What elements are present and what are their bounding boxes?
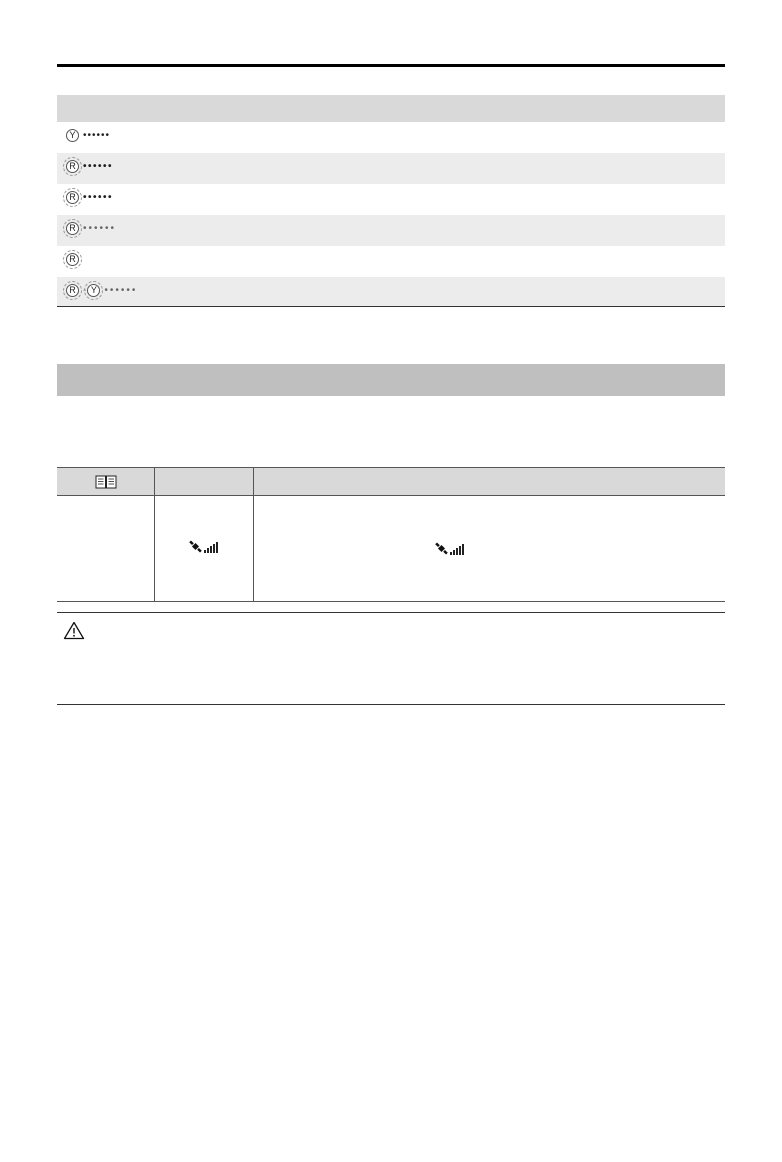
fast-blink-dots: •••••• bbox=[83, 160, 114, 172]
led-row-6 bbox=[57, 277, 725, 306]
led-yellow-blinking-icon: Y bbox=[87, 284, 100, 297]
status-table-cell-3 bbox=[254, 496, 726, 602]
status-table-cell-1 bbox=[57, 496, 155, 602]
led-yellow-icon: Y bbox=[66, 129, 79, 142]
satellite-signal-icon bbox=[435, 542, 465, 555]
status-table-header-cell-2 bbox=[155, 468, 254, 496]
led-row-3 bbox=[57, 184, 725, 215]
warning-triangle-icon bbox=[63, 621, 85, 640]
led-row-1 bbox=[57, 122, 725, 153]
slow-blink-dots: •••••• bbox=[83, 129, 111, 141]
section-heading-bar bbox=[57, 364, 725, 396]
warning-bottom-rule bbox=[57, 704, 725, 705]
signal-bars-icon bbox=[204, 542, 219, 553]
led-red-blinking-icon: R bbox=[66, 284, 79, 297]
alternate-blink-dots: •••••• bbox=[104, 284, 138, 296]
blink-dots: •••••• bbox=[83, 222, 117, 234]
led-red-solid-icon: R bbox=[66, 253, 79, 266]
status-table-header-row bbox=[57, 468, 725, 496]
led-red-blinking-icon: R bbox=[66, 160, 79, 173]
led-red-blinking-icon: R bbox=[66, 222, 79, 235]
led-table-bottom-rule bbox=[57, 306, 725, 307]
status-table-header-icon-cell bbox=[57, 468, 155, 496]
top-rule bbox=[57, 64, 725, 67]
satellite-icon bbox=[189, 540, 202, 553]
satellite-icon bbox=[435, 542, 448, 555]
fast-blink-dots: •••••• bbox=[83, 191, 114, 203]
warning-top-rule bbox=[57, 612, 725, 613]
satellite-signal-icon bbox=[189, 540, 219, 553]
led-row-5 bbox=[57, 246, 725, 277]
status-table bbox=[57, 467, 725, 602]
led-row-2 bbox=[57, 153, 725, 184]
status-table-cell-2 bbox=[155, 496, 254, 602]
status-table-row bbox=[57, 496, 725, 602]
led-row-4 bbox=[57, 215, 725, 246]
signal-bars-icon bbox=[450, 544, 465, 555]
led-table-header bbox=[57, 95, 725, 122]
status-table-header-cell-3 bbox=[254, 468, 726, 496]
open-book-icon bbox=[95, 475, 117, 489]
led-red-blinking-icon: R bbox=[66, 191, 79, 204]
